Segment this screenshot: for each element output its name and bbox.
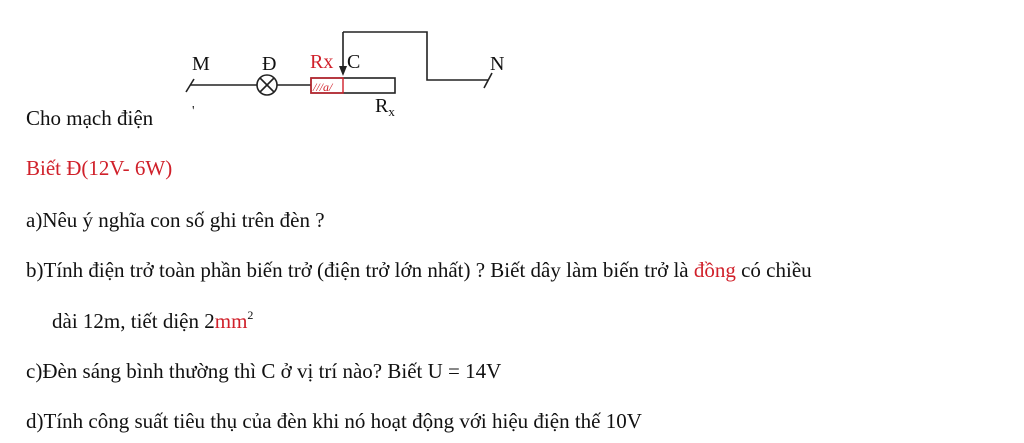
label-rx-top: Rx (310, 51, 334, 73)
question-b (26, 257, 812, 283)
wire-slider-n (343, 32, 488, 80)
label-d: Đ (262, 53, 277, 75)
label-rx-bottom: $R_x$ (375, 95, 395, 119)
question-c: c)Đèn sáng bình thường thì C ở vị trí nào? Biết U = 14V (26, 359, 502, 383)
label-c: C (347, 51, 361, 73)
question-b-part1: b)Tính điện trở toàn phần biến trở (điện trở lớn nhất) ? Biết dây làm biến trở là (26, 258, 694, 282)
label-n: N (490, 53, 505, 75)
lamp-icon (257, 75, 277, 95)
question-b-line2-text: dài 12m, tiết diện 2 (52, 309, 215, 333)
slider-arrow-icon (339, 66, 347, 76)
given-lamp-rating: Biết Đ(12V- 6W) (26, 156, 173, 180)
question-a: a)Nêu ý nghĩa con số ghi trên đèn ? (26, 208, 325, 232)
label-m: M (192, 53, 210, 75)
handwritten-mark: ///a/ (313, 80, 333, 94)
intro-tick: ' (192, 104, 195, 119)
question-b-unit-exp: 2 (247, 308, 254, 322)
question-b-line2 (52, 308, 253, 334)
question-b-unit: mm (214, 309, 248, 333)
question-b-part2: có chiều (735, 258, 812, 282)
question-d: d)Tính công suất tiêu thụ của đèn khi nó hoạt động với hiệu điện thế 10V (26, 409, 642, 433)
intro-text: Cho mạch điện (26, 106, 154, 130)
question-b-highlight: đồng (693, 258, 736, 282)
